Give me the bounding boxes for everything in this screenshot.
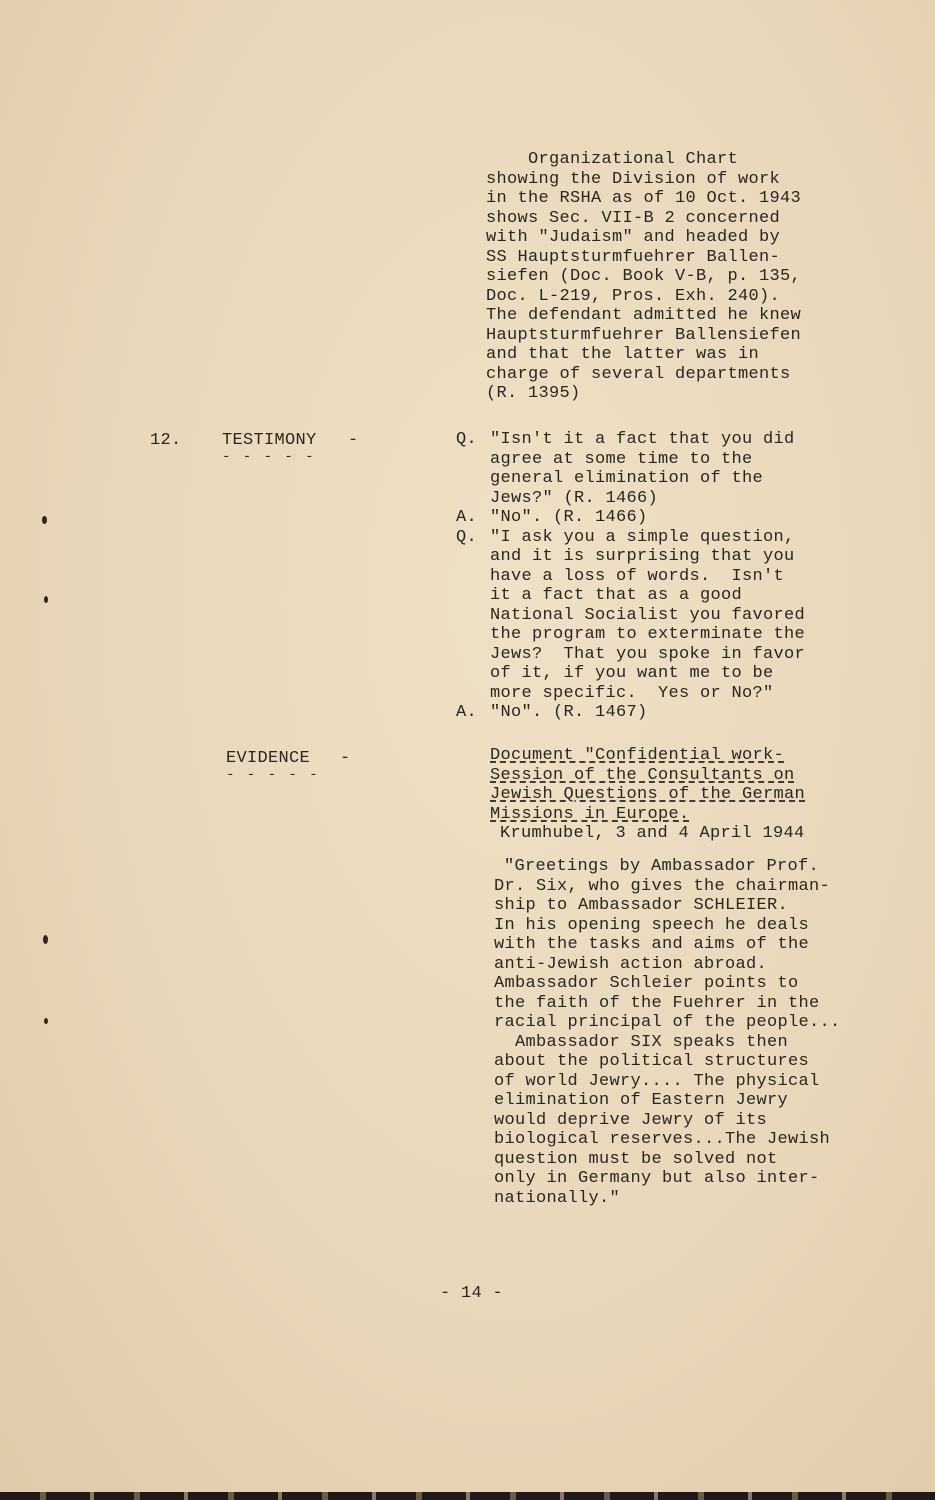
chart-summary-line: and that the latter was in	[486, 345, 760, 364]
quote-line: the faith of the Fuehrer in the	[494, 993, 820, 1013]
testimony-entries	[456, 430, 805, 723]
quote-line: ship to Ambassador SCHLEIER.	[494, 896, 789, 915]
entry-text	[490, 528, 805, 704]
chart-summary-line: (R. 1395)	[486, 384, 581, 403]
margin-speck	[42, 516, 47, 524]
entry-text	[490, 703, 648, 723]
quote-line: of world Jewry.... The physical	[494, 1071, 820, 1091]
entry-marker: A.	[456, 703, 478, 722]
margin-speck	[44, 1018, 48, 1024]
document-title-line: Jewish Questions of the German	[490, 785, 806, 804]
testimony-entry	[456, 528, 805, 704]
chart-summary-line: Hauptsturmfuehrer Ballensiefen	[486, 325, 802, 345]
entry-marker: A.	[456, 508, 478, 527]
chart-summary-line: SS Hauptsturmfuehrer Ballen-	[486, 247, 781, 267]
quote-line: "Greetings by Ambassador Prof.	[504, 857, 820, 876]
entry-line: "No". (R. 1466)	[490, 508, 648, 527]
margin-speck	[44, 596, 48, 603]
testimony-entry	[456, 703, 805, 723]
entry-line: the program to exterminate the	[490, 625, 806, 644]
chart-summary-line: showing the Division of work	[486, 169, 781, 189]
chart-summary-line: charge of several departments	[486, 364, 791, 384]
quote-line: Ambassador Schleier points to	[494, 974, 799, 993]
quote-line: anti-Jewish action abroad.	[494, 954, 768, 974]
entry-line: it a fact that as a good	[490, 586, 743, 605]
chart-summary-line: shows Sec. VII-B 2 concerned	[486, 208, 781, 228]
entry-line: National Socialist you favored	[490, 605, 806, 625]
quote-line: racial principal of the people...	[494, 1013, 841, 1032]
evidence-label: EVIDENCE	[226, 749, 311, 768]
quote-line: elimination of Eastern Jewry	[494, 1091, 789, 1110]
evidence-quote	[494, 857, 841, 1208]
chart-summary-line: with "Judaism" and headed by	[486, 228, 781, 247]
quote-line: only in Germany but also inter-	[494, 1169, 820, 1188]
entry-text	[490, 508, 648, 528]
testimony-dash: -	[348, 431, 359, 450]
chart-summary-line: Organizational Chart	[528, 150, 739, 169]
quote-line: would deprive Jewry of its	[494, 1110, 768, 1130]
testimony-entry	[456, 430, 805, 508]
chart-summary-line: The defendant admitted he knew	[486, 306, 802, 325]
entry-line: have a loss of words. Isn't	[490, 566, 785, 586]
entry-line: agree at some time to the	[490, 449, 753, 469]
entry-marker: Q.	[456, 430, 478, 449]
quote-line: nationally."	[494, 1188, 621, 1208]
quote-line: Ambassador SIX speaks then	[494, 1032, 789, 1052]
quote-line: In his opening speech he deals	[494, 915, 810, 935]
chart-summary-line: Doc. L-219, Pros. Exh. 240).	[486, 286, 781, 306]
quote-line: about the political structures	[494, 1052, 810, 1071]
document-title-line: Document "Confidential work-	[490, 746, 785, 765]
section-number: 12.	[150, 431, 182, 450]
document-title-line: Missions in Europe.	[490, 804, 690, 824]
chart-summary-paragraph	[486, 150, 801, 404]
quote-line: with the tasks and aims of the	[494, 935, 810, 954]
testimony-label: TESTIMONY	[222, 431, 317, 450]
evidence-dash: -	[340, 749, 351, 768]
document-title-line: Session of the Consultants on	[490, 765, 795, 785]
entry-line: "I ask you a simple question,	[490, 527, 795, 547]
margin-speck	[43, 935, 48, 944]
testimony-entry	[456, 508, 805, 528]
quote-line: Dr. Six, who gives the chairman-	[494, 876, 831, 896]
quote-line: biological reserves...The Jewish	[494, 1130, 831, 1149]
entry-line: Jews?" (R. 1466)	[490, 488, 659, 508]
page-bottom-edge	[0, 1492, 935, 1500]
entry-text	[490, 430, 795, 508]
quote-line: question must be solved not	[494, 1149, 778, 1169]
testimony-underline: - - - - -	[222, 449, 316, 465]
evidence-underline: - - - - -	[226, 767, 320, 783]
page-number: - 14 -	[440, 1284, 504, 1303]
entry-line: Jews? That you spoke in favor	[490, 644, 806, 664]
entry-line: "Isn't it a fact that you did	[490, 430, 795, 449]
chart-summary-line: siefen (Doc. Book V-B, p. 135,	[486, 267, 802, 286]
entry-line: of it, if you want me to be	[490, 664, 774, 683]
entry-line: general elimination of the	[490, 469, 764, 488]
entry-marker: Q.	[456, 527, 478, 547]
document-place-date: Krumhubel, 3 and 4 April 1944	[500, 824, 805, 843]
evidence-document-title	[490, 746, 805, 844]
chart-summary-line: in the RSHA as of 10 Oct. 1943	[486, 189, 802, 208]
entry-line: "No". (R. 1467)	[490, 703, 648, 722]
entry-line: and it is surprising that you	[490, 547, 795, 566]
entry-line: more specific. Yes or No?"	[490, 683, 774, 703]
